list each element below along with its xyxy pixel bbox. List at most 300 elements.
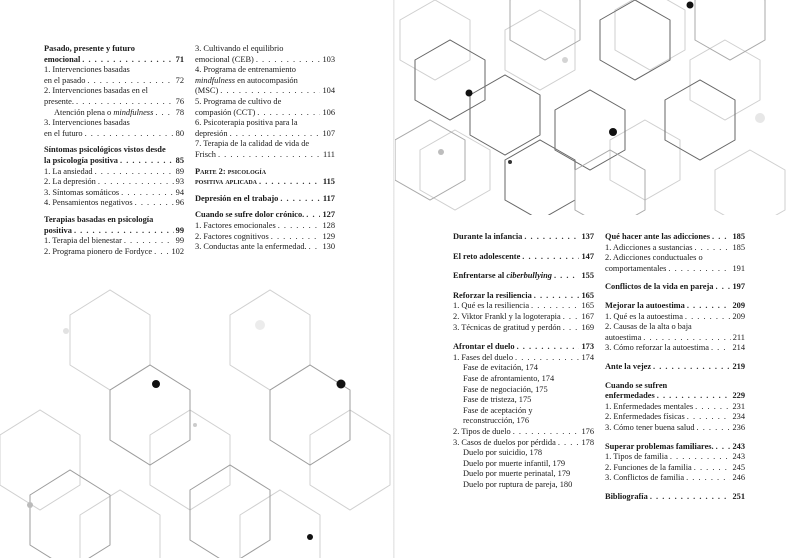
toc-entry bbox=[44, 118, 184, 139]
toc-page-number: 117 bbox=[322, 193, 335, 203]
toc-page-number: 104 bbox=[322, 86, 335, 96]
toc-entry bbox=[195, 44, 335, 65]
toc-page-number: 78 bbox=[175, 107, 184, 117]
toc-entry-title-line: Parte 2: psicología bbox=[195, 166, 267, 176]
toc-leader-dots bbox=[257, 108, 320, 119]
toc-section bbox=[195, 210, 335, 221]
toc-entry-line bbox=[605, 492, 745, 503]
toc-entry bbox=[453, 406, 594, 417]
toc-entry-line bbox=[605, 301, 745, 312]
toc-leader-dots bbox=[121, 188, 173, 199]
toc-entry-title: 1. Qué es la resiliencia bbox=[453, 301, 530, 311]
toc-entry-title: 1. Enfermedades mentales bbox=[605, 401, 694, 411]
toc-leader-dots bbox=[687, 412, 731, 423]
toc-entry bbox=[453, 385, 594, 396]
toc-page-number: 96 bbox=[175, 198, 184, 208]
toc-entry bbox=[44, 86, 184, 107]
toc-entry-title: depresión bbox=[195, 128, 228, 138]
toc-entry-title: autoestima bbox=[605, 332, 642, 342]
toc-leader-dots bbox=[306, 210, 320, 221]
toc-page-number: 137 bbox=[581, 232, 594, 241]
toc-leader-dots bbox=[517, 342, 580, 353]
toc-leader-dots bbox=[650, 492, 731, 503]
toc-page-number: 231 bbox=[732, 401, 745, 411]
toc-page-number: 129 bbox=[322, 231, 335, 241]
toc-leader-dots bbox=[643, 333, 730, 344]
toc-entry bbox=[605, 253, 745, 274]
toc-entry bbox=[44, 236, 184, 247]
toc-leader-dots bbox=[558, 438, 580, 449]
toc-leader-dots bbox=[687, 301, 731, 312]
toc-entry bbox=[195, 118, 335, 139]
toc-leader-dots bbox=[712, 232, 730, 243]
toc-leader-dots bbox=[716, 282, 731, 293]
toc-entry-title: Conflictos de la vida en pareja bbox=[605, 282, 714, 292]
toc-entry-title-line: 5. Programa de cultivo de bbox=[195, 96, 282, 106]
toc-page-number: 106 bbox=[322, 107, 335, 117]
toc-entry-title-line: mindfulness en autocompasión bbox=[195, 75, 298, 85]
toc-section bbox=[605, 232, 745, 243]
toc-entry-title: compasión (CCT) bbox=[195, 107, 256, 117]
toc-entry-line bbox=[605, 412, 745, 423]
toc-page-number: 185 bbox=[732, 232, 745, 241]
toc-entry-line bbox=[453, 427, 594, 438]
toc-entry-line bbox=[195, 150, 335, 161]
toc-entry bbox=[453, 395, 594, 406]
toc-entry-line bbox=[605, 343, 745, 354]
toc-leader-dots bbox=[670, 452, 731, 463]
toc-page-number: 102 bbox=[171, 246, 184, 256]
toc-leader-dots bbox=[697, 423, 731, 434]
toc-page-number: 72 bbox=[175, 75, 184, 85]
toc-entry-title: Superar problemas familiares. bbox=[605, 441, 714, 451]
toc-page-number: 219 bbox=[732, 361, 745, 371]
toc-leader-dots bbox=[124, 236, 174, 247]
toc-page-number: 89 bbox=[175, 166, 184, 176]
toc-section bbox=[605, 301, 745, 312]
hexagon-pattern-top-right bbox=[395, 0, 787, 215]
toc-entry bbox=[195, 139, 335, 160]
toc-entry-title: Depresión en el trabajo bbox=[195, 193, 279, 203]
toc-entry-title-line: 2. Intervenciones basadas en el bbox=[44, 86, 148, 96]
toc-leader-dots bbox=[95, 167, 174, 178]
toc-entry-title: 2. Programa pionero de Fordyce bbox=[44, 246, 153, 256]
toc-page-number: 173 bbox=[581, 342, 594, 352]
toc-entry-line bbox=[195, 232, 335, 243]
toc-section bbox=[605, 381, 745, 402]
toc-entry bbox=[453, 427, 594, 438]
toc-entry-line bbox=[44, 167, 184, 178]
toc-page-number: 169 bbox=[581, 322, 594, 332]
toc-leader-dots bbox=[685, 312, 731, 323]
toc-entry-line bbox=[453, 353, 594, 364]
toc-leader-dots bbox=[256, 55, 321, 66]
toc-page-number: 167 bbox=[581, 311, 594, 321]
toc-leader-dots bbox=[513, 427, 580, 438]
toc-page-number: 165 bbox=[581, 290, 594, 300]
toc-entry-line bbox=[605, 463, 745, 474]
toc-page-number: 93 bbox=[175, 177, 184, 187]
toc-entry-line bbox=[44, 236, 184, 247]
toc-page-number: 178 bbox=[581, 437, 594, 447]
toc-entry bbox=[195, 232, 335, 243]
toc-page-number: 99 bbox=[175, 225, 184, 235]
toc-entry-line bbox=[453, 342, 594, 353]
toc-leader-dots bbox=[522, 252, 579, 263]
toc-entry-title-line: Síntomas psicológicos vistos desde bbox=[44, 145, 166, 155]
toc-leader-dots bbox=[515, 353, 579, 364]
toc-leader-dots bbox=[711, 343, 730, 354]
toc-entry-title: 3. Cómo reforzar la autoestima bbox=[605, 343, 709, 353]
toc-entry-title-line: Terapias basadas en psicología bbox=[44, 214, 154, 224]
toc-entry bbox=[605, 463, 745, 474]
toc-leader-dots bbox=[653, 362, 730, 373]
toc-page-number: 128 bbox=[322, 220, 335, 230]
toc-entry-line bbox=[195, 86, 335, 97]
toc-entry-line bbox=[605, 423, 745, 434]
toc-entry-title: enfermedades bbox=[605, 391, 655, 401]
toc-leader-dots bbox=[686, 473, 730, 484]
toc-entry-line bbox=[453, 291, 594, 302]
toc-entry-title-line: 3. Intervenciones basadas bbox=[44, 118, 130, 128]
toc-leader-dots bbox=[554, 271, 579, 282]
toc-page-number: 234 bbox=[732, 412, 745, 422]
toc-page-number: 229 bbox=[732, 391, 745, 401]
toc-entry bbox=[453, 363, 594, 374]
toc-entry-title: El reto adolescente bbox=[453, 251, 521, 261]
toc-leader-dots bbox=[694, 243, 730, 254]
toc-entry bbox=[453, 312, 594, 323]
toc-column-right-1 bbox=[453, 225, 594, 490]
toc-entry-title: Reforzar la resiliencia bbox=[453, 290, 532, 300]
toc-page-number: 115 bbox=[322, 177, 335, 187]
toc-entry-title: Enfrentarse al ciberbullying bbox=[453, 271, 552, 281]
toc-leader-dots bbox=[534, 291, 580, 302]
toc-subentry-text: Fase de afrontamiento, 174 bbox=[463, 373, 555, 383]
toc-entry-line bbox=[195, 210, 335, 221]
toc-entry-line bbox=[605, 243, 745, 254]
toc-leader-dots bbox=[230, 129, 321, 140]
toc-entry bbox=[605, 243, 745, 254]
toc-section bbox=[605, 282, 745, 293]
toc-entry-line bbox=[453, 312, 594, 323]
toc-leader-dots bbox=[309, 242, 321, 253]
toc-entry-line bbox=[453, 252, 594, 263]
toc-entry-title-line: 7. Terapia de la calidad de vida de bbox=[195, 139, 310, 149]
toc-entry-title: 2. Viktor Frankl y la logoterapia bbox=[453, 311, 561, 321]
toc-entry-title: 3. Conflictos de familia bbox=[605, 473, 685, 483]
toc-page-number: 80 bbox=[175, 128, 184, 138]
toc-entry-line bbox=[44, 97, 184, 108]
toc-entry-line bbox=[44, 129, 184, 140]
toc-subentry-text: reconstrucción, 176 bbox=[463, 416, 530, 426]
toc-entry bbox=[605, 473, 745, 484]
toc-entry-title: Durante la infancia bbox=[453, 232, 523, 241]
toc-entry-line bbox=[453, 438, 594, 449]
toc-entry-title-line: Pasado, presente y futuro bbox=[44, 44, 135, 53]
toc-entry-line bbox=[44, 76, 184, 87]
toc-entry-title: 2. Factores cognitivos bbox=[195, 231, 269, 241]
toc-leader-dots bbox=[74, 226, 174, 237]
toc-entry-title-line: Cuando se sufren bbox=[605, 380, 668, 390]
toc-leader-dots bbox=[563, 323, 580, 334]
toc-subentry-text: Duelo por suicidio, 178 bbox=[463, 448, 543, 458]
toc-section bbox=[44, 145, 184, 166]
toc-section bbox=[453, 271, 594, 282]
toc-section bbox=[605, 442, 745, 453]
toc-entry-line bbox=[605, 391, 745, 402]
toc-entry-line bbox=[44, 188, 184, 199]
toc-entry bbox=[453, 448, 594, 459]
toc-entry-title: Mejorar la autoestima bbox=[605, 300, 685, 310]
toc-entry-title: 2. La depresión bbox=[44, 177, 96, 187]
toc-entry bbox=[44, 177, 184, 188]
toc-entry-line bbox=[195, 221, 335, 232]
toc-column-right-2 bbox=[605, 225, 745, 502]
toc-entry-title: emocional (CEB) bbox=[195, 54, 254, 64]
toc-page-number: 251 bbox=[732, 491, 745, 501]
toc-entry-line bbox=[605, 442, 745, 453]
toc-entry-title: comportamentales bbox=[605, 263, 667, 273]
hexagon-pattern-bottom-left bbox=[0, 285, 393, 558]
toc-page-number: 99 bbox=[175, 236, 184, 246]
toc-leader-dots bbox=[87, 76, 173, 87]
toc-entry-title: 3. Conductas ante la enfermedad. bbox=[195, 242, 307, 252]
toc-leader-dots bbox=[695, 402, 730, 413]
toc-entry-line bbox=[44, 247, 184, 258]
toc-leader-dots bbox=[135, 198, 174, 209]
toc-entry bbox=[44, 198, 184, 209]
toc-page-number: 165 bbox=[581, 301, 594, 311]
toc-entry-line bbox=[605, 312, 745, 323]
toc-entry-title: 1. Factores emocionales bbox=[195, 220, 276, 230]
toc-section bbox=[44, 215, 184, 236]
toc-leader-dots bbox=[82, 55, 173, 66]
toc-leader-dots bbox=[694, 463, 731, 474]
toc-page-number: 107 bbox=[322, 128, 335, 138]
toc-leader-dots bbox=[531, 301, 579, 312]
toc-section bbox=[453, 291, 594, 302]
toc-page-number: 197 bbox=[732, 282, 745, 292]
toc-entry-title-line: 4. Programa de entrenamiento bbox=[195, 65, 296, 75]
toc-entry bbox=[605, 343, 745, 354]
toc-entry bbox=[453, 469, 594, 480]
toc-entry bbox=[605, 322, 745, 343]
toc-entry-line bbox=[195, 129, 335, 140]
toc-entry-title: 2. Tipos de duelo bbox=[453, 426, 511, 436]
toc-entry-title: Cuando se sufre dolor crónico. bbox=[195, 210, 305, 220]
toc-page-number: 209 bbox=[732, 300, 745, 310]
toc-entry-title: positiva aplicada bbox=[195, 177, 257, 187]
toc-section bbox=[453, 232, 594, 243]
toc-page-number: 85 bbox=[175, 155, 184, 165]
toc-column-left-2 bbox=[195, 44, 335, 253]
toc-leader-dots bbox=[278, 221, 321, 232]
toc-entry-title: Bibliografía bbox=[605, 491, 648, 501]
toc-entry-line bbox=[44, 177, 184, 188]
toc-entry-title-line: 2. Causas de la alta o baja bbox=[605, 322, 692, 332]
toc-entry bbox=[44, 167, 184, 178]
toc-entry bbox=[44, 188, 184, 199]
toc-page-number: 211 bbox=[732, 332, 745, 342]
toc-entry-title-line: 3. Cultivando el equilibrio bbox=[195, 44, 284, 53]
toc-page-number: 246 bbox=[732, 473, 745, 483]
toc-entry-title: presente. bbox=[44, 96, 74, 106]
toc-subentry-text: Fase de evitación, 174 bbox=[463, 363, 538, 373]
toc-entry-title: (MSC) bbox=[195, 86, 219, 96]
toc-page-number: 155 bbox=[581, 271, 594, 281]
toc-leader-dots bbox=[155, 108, 173, 119]
toc-leader-dots bbox=[524, 232, 579, 243]
toc-entry-title: Afrontar el duelo bbox=[453, 342, 515, 352]
toc-page-number: 236 bbox=[732, 422, 745, 432]
toc-page-number: 111 bbox=[323, 149, 335, 159]
toc-entry-title: 1. Tipos de familia bbox=[605, 452, 668, 462]
toc-page-number: 209 bbox=[732, 311, 745, 321]
toc-entry-title: 1. La ansiedad bbox=[44, 166, 93, 176]
toc-page-number: 185 bbox=[732, 242, 745, 252]
toc-part-heading bbox=[195, 167, 335, 188]
toc-column-left-1 bbox=[44, 44, 184, 257]
toc-leader-dots bbox=[218, 150, 321, 161]
toc-entry-title: 2. Funciones de la familia bbox=[605, 462, 692, 472]
toc-entry-title: 2. Enfermedades físicas bbox=[605, 412, 685, 422]
toc-entry-title: positiva bbox=[44, 225, 72, 235]
toc-leader-dots bbox=[85, 129, 174, 140]
toc-entry-line bbox=[605, 333, 745, 344]
toc-entry bbox=[453, 438, 594, 449]
toc-entry bbox=[453, 374, 594, 385]
toc-entry-line bbox=[605, 473, 745, 484]
toc-entry bbox=[195, 65, 335, 97]
toc-entry-line bbox=[44, 156, 184, 167]
toc-subentry-text: Duelo por muerte infantil, 179 bbox=[463, 458, 566, 468]
toc-entry-title: 3. Técnicas de gratitud y perdón bbox=[453, 322, 561, 332]
toc-entry-title: la psicología positiva bbox=[44, 155, 118, 165]
toc-entry bbox=[453, 323, 594, 334]
toc-entry-line bbox=[195, 194, 335, 205]
toc-entry bbox=[453, 480, 594, 491]
toc-entry-line bbox=[453, 232, 594, 243]
toc-entry-title: en el futuro bbox=[44, 128, 83, 138]
toc-entry-line bbox=[605, 282, 745, 293]
toc-leader-dots bbox=[271, 232, 321, 243]
toc-page-number: 243 bbox=[732, 452, 745, 462]
toc-entry-line bbox=[195, 177, 335, 188]
toc-entry-title: Ante la vejez bbox=[605, 361, 652, 371]
toc-entry-line bbox=[195, 108, 335, 119]
toc-entry-line bbox=[44, 226, 184, 237]
toc-entry-line bbox=[605, 362, 745, 373]
toc-page-number: 174 bbox=[581, 352, 594, 362]
toc-entry-line bbox=[44, 55, 184, 66]
toc-entry bbox=[195, 97, 335, 118]
toc-entry-title-line: 2. Adicciones conductuales o bbox=[605, 253, 703, 263]
toc-section bbox=[44, 44, 184, 65]
toc-page-number: 76 bbox=[175, 96, 184, 106]
toc-page-number: 103 bbox=[322, 54, 335, 64]
toc-entry bbox=[605, 423, 745, 434]
toc-page-number: 71 bbox=[175, 54, 184, 64]
toc-subentry-text: Duelo por muerte perinatal, 179 bbox=[463, 469, 571, 479]
toc-entry-title: emocional bbox=[44, 54, 81, 64]
toc-entry-title: 3. Casos de duelos por pérdida bbox=[453, 437, 556, 447]
toc-page-number: 127 bbox=[322, 210, 335, 220]
toc-page-number: 214 bbox=[732, 343, 745, 353]
toc-entry-title-line: 6. Psicoterapia positiva para la bbox=[195, 118, 298, 128]
toc-entry-title-line: 1. Intervenciones basadas bbox=[44, 65, 130, 75]
toc-leader-dots bbox=[98, 177, 174, 188]
toc-entry bbox=[195, 242, 335, 253]
toc-subentry-text: Fase de negociación, 175 bbox=[463, 384, 548, 394]
toc-leader-dots bbox=[76, 97, 174, 108]
toc-entry-line bbox=[453, 271, 594, 282]
toc-entry bbox=[453, 459, 594, 470]
toc-leader-dots bbox=[716, 442, 731, 453]
toc-subentry-text: Fase de tristeza, 175 bbox=[463, 395, 532, 405]
toc-entry-title: Frisch bbox=[195, 149, 216, 159]
toc-entry bbox=[453, 301, 594, 312]
toc-entry-line bbox=[453, 301, 594, 312]
toc-leader-dots bbox=[657, 391, 731, 402]
toc-subentry-text: Fase de aceptación y bbox=[463, 405, 533, 415]
toc-page-number: 245 bbox=[732, 462, 745, 472]
toc-entry-line bbox=[605, 264, 745, 275]
toc-entry-line bbox=[54, 108, 184, 119]
toc-entry bbox=[605, 402, 745, 413]
toc-page-number: 243 bbox=[732, 441, 745, 451]
toc-entry-title: Atención plena o mindfulness bbox=[54, 107, 154, 117]
toc-entry-title: 3. Cómo tener buena salud bbox=[605, 422, 695, 432]
toc-entry-title: 1. Fases del duelo bbox=[453, 352, 514, 362]
toc-section bbox=[605, 492, 745, 503]
toc-page-number: 147 bbox=[581, 251, 594, 261]
toc-entry bbox=[453, 353, 594, 364]
toc-leader-dots bbox=[668, 264, 730, 275]
toc-entry-title: 1. Qué es la autoestima bbox=[605, 311, 683, 321]
book-spine bbox=[393, 0, 395, 558]
toc-entry bbox=[605, 452, 745, 463]
toc-entry bbox=[44, 247, 184, 258]
toc-page-number: 94 bbox=[175, 187, 184, 197]
toc-entry-line bbox=[605, 232, 745, 243]
toc-leader-dots bbox=[259, 177, 321, 188]
toc-entry-line bbox=[195, 55, 335, 66]
toc-entry bbox=[195, 221, 335, 232]
toc-entry-line bbox=[44, 198, 184, 209]
toc-entry-line bbox=[605, 452, 745, 463]
toc-entry-line bbox=[453, 323, 594, 334]
toc-leader-dots bbox=[120, 156, 174, 167]
toc-page-number: 130 bbox=[322, 242, 335, 252]
toc-entry-title: 1. Adicciones a sustancias bbox=[605, 242, 693, 252]
toc-entry-title: en el pasado bbox=[44, 75, 86, 85]
toc-entry-title: 1. Terapia del bienestar bbox=[44, 236, 122, 246]
toc-page-number: 191 bbox=[732, 263, 745, 273]
toc-entry bbox=[605, 412, 745, 423]
toc-entry-title: 3. Síntomas somáticos bbox=[44, 187, 120, 197]
toc-leader-dots bbox=[280, 194, 321, 205]
toc-entry-title: 4. Pensamientos negativos bbox=[44, 198, 133, 208]
toc-section bbox=[453, 342, 594, 353]
toc-entry bbox=[453, 416, 594, 427]
toc-entry bbox=[44, 108, 184, 119]
toc-section bbox=[453, 252, 594, 263]
toc-section bbox=[195, 194, 335, 205]
toc-entry-title: Qué hacer ante las adicciones bbox=[605, 232, 710, 241]
toc-entry bbox=[605, 312, 745, 323]
toc-page-number: 176 bbox=[581, 426, 594, 436]
